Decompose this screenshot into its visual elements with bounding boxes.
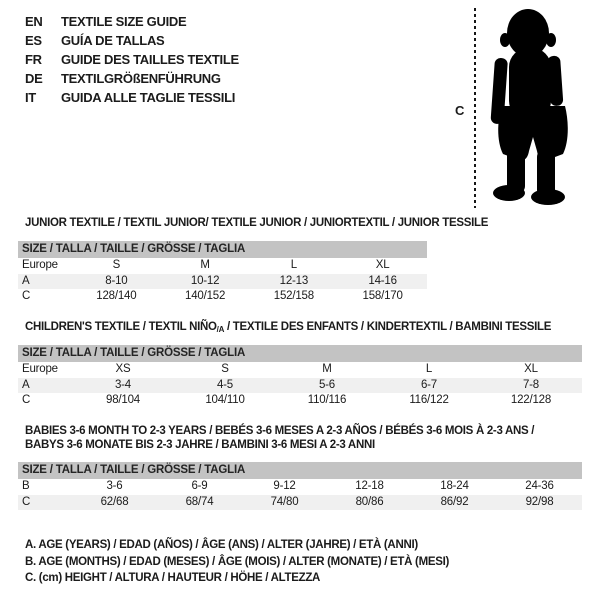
table-cell: 116/122 [409,394,449,406]
row-label-cell: A [22,378,30,391]
language-code: FR [25,52,42,67]
title-text: BABIES 3-6 MONTH TO 2-3 YEARS / BEBÉS 3-6 MESES A 2-3 AÑOS / BÉBÉS 3-6 MOIS À 2-3 ANS / [25,425,535,437]
legend-line: B. AGE (MONTHS) / EDAD (MESES) / ÂGE (MOIS) / ALTER (MONATE) / ETÀ (MESI) [25,555,450,568]
measurement-legend [25,537,449,587]
table-row [18,479,582,495]
table-cell: L [290,259,297,271]
table-cell: S [112,259,121,271]
title-subscript: /A [216,325,225,334]
table-cell: 18-24 [440,480,469,492]
size-table-babies [18,462,582,510]
table-title-line [25,424,534,438]
table-cell: M [322,363,332,375]
language-row [25,88,239,107]
table-cell: 8-10 [105,274,128,287]
table-cell: 3-4 [114,378,132,391]
table-cell: 92/98 [525,495,554,508]
table-size-header: SIZE / TALLA / TAILLE / GRÖSSE / TAGLIA [18,345,582,362]
table-cell: 5-6 [318,378,336,391]
row-label-cell: Europe [22,259,58,271]
table-row [18,495,582,511]
table-cell: 68/74 [185,495,214,508]
measure-label-c: C [455,103,465,118]
row-label-cell: C [22,394,31,406]
language-code: ES [25,33,42,48]
row-label-cell: B [22,480,30,492]
table-size-header: SIZE / TALLA / TAILLE / GRÖSSE / TAGLIA [18,241,427,258]
height-measure-line [474,8,476,208]
language-label: TEXTILE SIZE GUIDE [61,14,187,29]
legend-line: C. (cm) HEIGHT / ALTURA / HAUTEUR / HÖHE / ALTEZZA [25,572,321,584]
table-cell: 74/80 [270,495,299,508]
table-cell: 140/152 [185,290,226,302]
children-table-title [25,320,551,337]
language-row [25,50,239,69]
legend-line: A. AGE (YEARS) / EDAD (AÑOS) / ÂGE (ANS) / ALTER (JAHRE) / ETÀ (ANNI) [25,539,418,551]
table-cell: 158/170 [362,290,403,302]
language-code: DE [25,71,43,86]
table-cell: XS [115,363,131,375]
table-size-header: SIZE / TALLA / TAILLE / GRÖSSE / TAGLIA [18,462,582,479]
table-cell: 110/116 [307,394,347,406]
row-label-cell: A [22,274,30,287]
table-cell: 122/128 [510,394,552,406]
table-cell: 3-6 [106,480,123,492]
table-cell: 6-9 [191,480,208,492]
table-title-line [25,320,551,337]
junior-table-title [25,216,488,230]
title-text: / TEXTILE DES ENFANTS / KINDERTEXTIL / BAMBINI TESSILE [224,321,552,333]
title-text: CHILDREN'S TEXTILE / TEXTIL NIÑO [25,321,217,333]
table-row [18,378,582,394]
table-row [18,393,582,409]
table-cell: 152/158 [273,290,314,302]
language-row [25,31,239,50]
size-table-children [18,345,582,409]
language-list [25,12,239,107]
table-title-line [25,438,534,452]
table-cell: XL [524,363,538,375]
row-label-cell: C [22,495,31,508]
language-code: EN [25,14,43,29]
table-row [18,362,582,378]
table-cell: 104/110 [205,394,245,406]
table-cell: L [425,363,433,375]
language-label: GUIDE DES TAILLES TEXTILE [61,52,239,67]
table-title-line [25,216,488,230]
table-row [18,289,427,305]
title-text: JUNIOR TEXTILE / TEXTIL JUNIOR/ TEXTILE JUNIOR / JUNIORTEXTIL / JUNIOR TESSILE [25,217,489,229]
table-cell: 12-18 [355,480,384,492]
table-cell: 9-12 [273,480,296,492]
table-cell: 24-36 [525,480,554,492]
table-cell: 80/86 [355,495,384,508]
table-cell: S [221,363,229,375]
language-row [25,12,239,31]
baby-silhouette-image [487,4,591,206]
table-cell: 6-7 [420,378,438,391]
table-row [18,258,427,274]
table-cell: 14-16 [368,274,397,287]
table-row [18,274,427,290]
row-label-cell: C [22,290,31,302]
table-cell: 86/92 [440,495,469,508]
table-cell: XL [375,259,390,271]
table-cell: 7-8 [522,378,540,391]
table-cell: 128/140 [96,290,137,302]
babies-table-title [25,424,534,452]
size-table-junior [18,241,427,305]
table-cell: 10-12 [190,274,220,287]
table-cell: 62/68 [100,495,129,508]
table-cell: 12-13 [279,274,309,287]
language-label: TEXTILGRÖßENFÜHRUNG [61,71,221,86]
language-code: IT [25,90,36,105]
language-label: GUIDA ALLE TAGLIE TESSILI [61,90,236,105]
table-cell: M [200,259,210,271]
language-label: GUÍA DE TALLAS [61,33,165,48]
table-cell: 4-5 [216,378,234,391]
language-row [25,69,239,88]
row-label-cell: Europe [22,363,58,375]
table-cell: 98/104 [106,394,140,406]
title-text: BABYS 3-6 MONATE BIS 2-3 JAHRE / BAMBINI 3-6 MESI A 2-3 ANNI [25,439,375,451]
